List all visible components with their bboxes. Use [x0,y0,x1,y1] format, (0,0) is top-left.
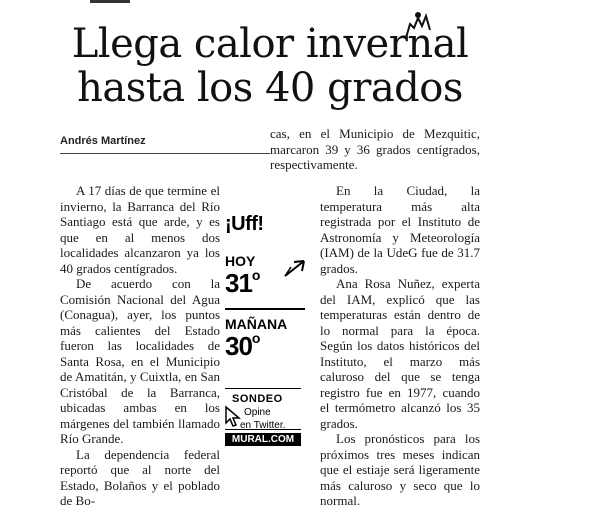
today-label: HOY [225,253,256,269]
paragraph: Los pronósticos para los próximos tres meses indican que el estiaje será ligeramente más caluroso y seco que lo normal. [320,431,480,508]
paragraph: De acuerdo con la Comisión Nacional del Agua (Conagua), ayer, los puntos más calientes del Estado fueron las localidades de Santa Rosa, en el Municipio de Amatitán, y Cuixtla, en San Cristóbal de la Barranca, ubicadas ambas en los márgenes del también llamado Río Grande. [60,276,220,446]
paragraph: La dependencia federal reportó que al norte del Estado, Bolaños y el poblado de Bo- [60,446,220,508]
poll-opine-text: Opine [244,407,271,418]
tomorrow-label: MAÑANA [225,316,288,332]
paragraph: cas, en el Municipio de Mezquitic, marcaron 39 y 36 grados centígrados, respectivamente. [270,126,480,172]
poll-twitter-text: en Twitter. [240,420,286,431]
headline-line-1: Llega calor invernal [71,21,469,67]
thermometer-figure-icon [400,10,434,40]
article-column-1 [60,183,220,509]
paragraph: En la Ciudad, la temperatura más alta registrada por el Instituto de Astronomía y Meteorología (IAM) de la UdeG fue de 31.7 grados. [320,183,480,276]
poll-label: SONDEO [232,393,283,405]
tomorrow-temperature: 30$^o$ [225,330,260,361]
top-rule [90,0,130,3]
headline-line-2: hasta los 40 grados [77,65,463,111]
divider [225,308,305,310]
weather-sidebar [222,183,314,445]
paragraph: A 17 días de que termine el invierno, la Barranca del Río Santiago está que arde, y es que en al menos dos localidades alcanzaron ya los 40 grados centígrados. [60,183,220,276]
up-arrow-icon [282,257,308,279]
byline: Andrés Martínez [60,135,146,147]
mural-link[interactable]: MURAL.COM [225,433,301,446]
byline-rule [60,153,270,154]
paragraph: Ana Rosa Nuñez, experta del IAM, explicó que las temperaturas están dentro de lo normal para la época. Según los datos históricos del Instituto, el marzo más caluroso del que se tenga registro fue en 1977, cuando el termómetro alcanzó los 35 grados. [320,276,480,431]
sidebar-title: ¡Uff! [225,213,264,235]
article-column-2 [320,183,480,509]
today-temperature: 31$^o$ [225,267,260,298]
article-column-2-top [270,126,480,173]
